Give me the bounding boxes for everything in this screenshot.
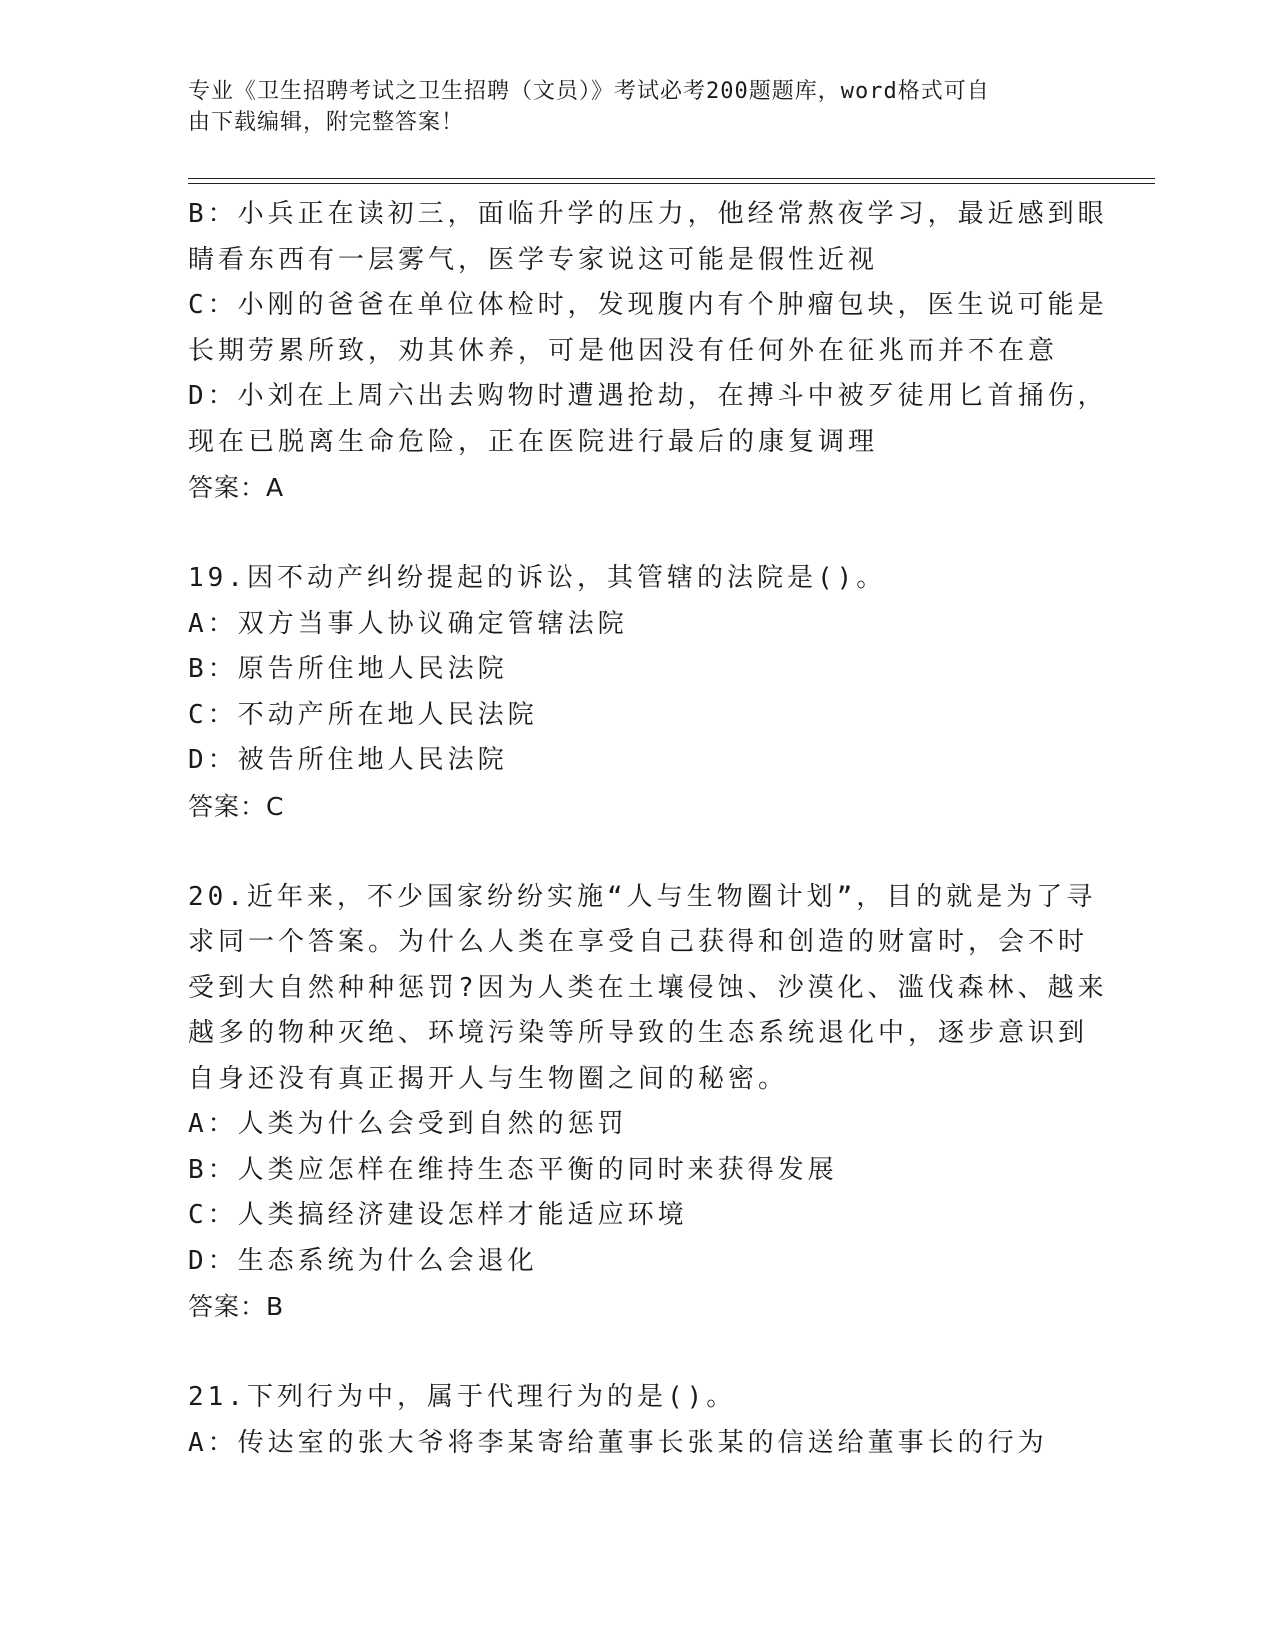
question-21: [188, 1375, 1088, 1466]
q18-option-b-line-1: B：小兵正在读初三，面临升学的压力，他经常熬夜学习，最近感到眼: [188, 199, 1108, 229]
document-header: [188, 76, 1068, 138]
q18-option-c-line-1: C：小刚的爸爸在单位体检时，发现腹内有个肿瘤包块，医生说可能是: [188, 290, 1108, 320]
q19-option-c: C：不动产所在地人民法院: [188, 699, 538, 730]
q18-option-d-line-2: 现在已脱离生命危险，正在医院进行最后的康复调理: [188, 426, 879, 457]
q20-stem-line-1: 20.近年来，不少国家纷纷实施“人与生物圈计划”，目的就是为了寻: [188, 881, 1097, 912]
spacer: [188, 1330, 1088, 1376]
q20-option-c: C：人类搞经济建设怎样才能适应环境: [188, 1200, 688, 1230]
q19-option-a: A：双方当事人协议确定管辖法院: [188, 608, 628, 639]
q21-option-a: A：传达室的张大爷将李某寄给董事长张某的信送给董事长的行为: [188, 1427, 1048, 1458]
spacer: [188, 511, 1088, 557]
question-19: [188, 556, 1088, 829]
header-line-2: 由下载编辑，附完整答案！: [188, 110, 465, 135]
header-divider-top: [188, 178, 1155, 179]
q19-answer: 答案：C: [188, 791, 285, 821]
q21-stem: 21.下列行为中，属于代理行为的是()。: [188, 1382, 737, 1412]
q18-option-b-line-2: 睛看东西有一层雾气，医学专家说这可能是假性近视: [188, 244, 879, 275]
document-body: [188, 192, 1108, 1466]
question-20: [188, 875, 1108, 1330]
q20-stem-line-4: 越多的物种灭绝、环境污染等所导致的生态系统退化中，逐步意识到: [188, 1018, 1089, 1048]
header-line-1: 专业《卫生招聘考试之卫生招聘（文员）》考试必考200题题库，word格式可自: [188, 79, 990, 104]
q20-stem-line-5: 自身还没有真正揭开人与生物圈之间的秘密。: [188, 1063, 789, 1094]
q19-option-d: D：被告所住地人民法院: [188, 745, 508, 775]
question-18-continued: [188, 192, 1108, 511]
q20-stem-line-3: 受到大自然种种惩罚?因为人类在土壤侵蚀、沙漠化、滥伐森林、越来: [188, 972, 1108, 1003]
q20-stem-line-2: 求同一个答案。为什么人类在享受自己获得和创造的财富时，会不时: [188, 927, 1089, 957]
q20-option-b: B：人类应怎样在维持生态平衡的同时来获得发展: [188, 1154, 838, 1185]
q20-option-d: D：生态系统为什么会退化: [188, 1245, 538, 1276]
q18-answer: 答案：A: [188, 473, 285, 502]
q19-option-b: B：原告所住地人民法院: [188, 654, 508, 684]
q18-option-d-line-1: D：小刘在上周六出去购物时遭遇抢劫，在搏斗中被歹徒用匕首捅伤，: [188, 381, 1108, 411]
header-divider-bottom: [188, 183, 1155, 184]
q19-stem: 19.因不动产纠纷提起的诉讼，其管辖的法院是()。: [188, 563, 887, 593]
q20-option-a: A：人类为什么会受到自然的惩罚: [188, 1109, 628, 1139]
q20-answer: 答案：B: [188, 1292, 285, 1321]
spacer: [188, 829, 1088, 875]
q18-option-c-line-2: 长期劳累所致，劝其休养，可是他因没有任何外在征兆而并不在意: [188, 335, 1059, 366]
